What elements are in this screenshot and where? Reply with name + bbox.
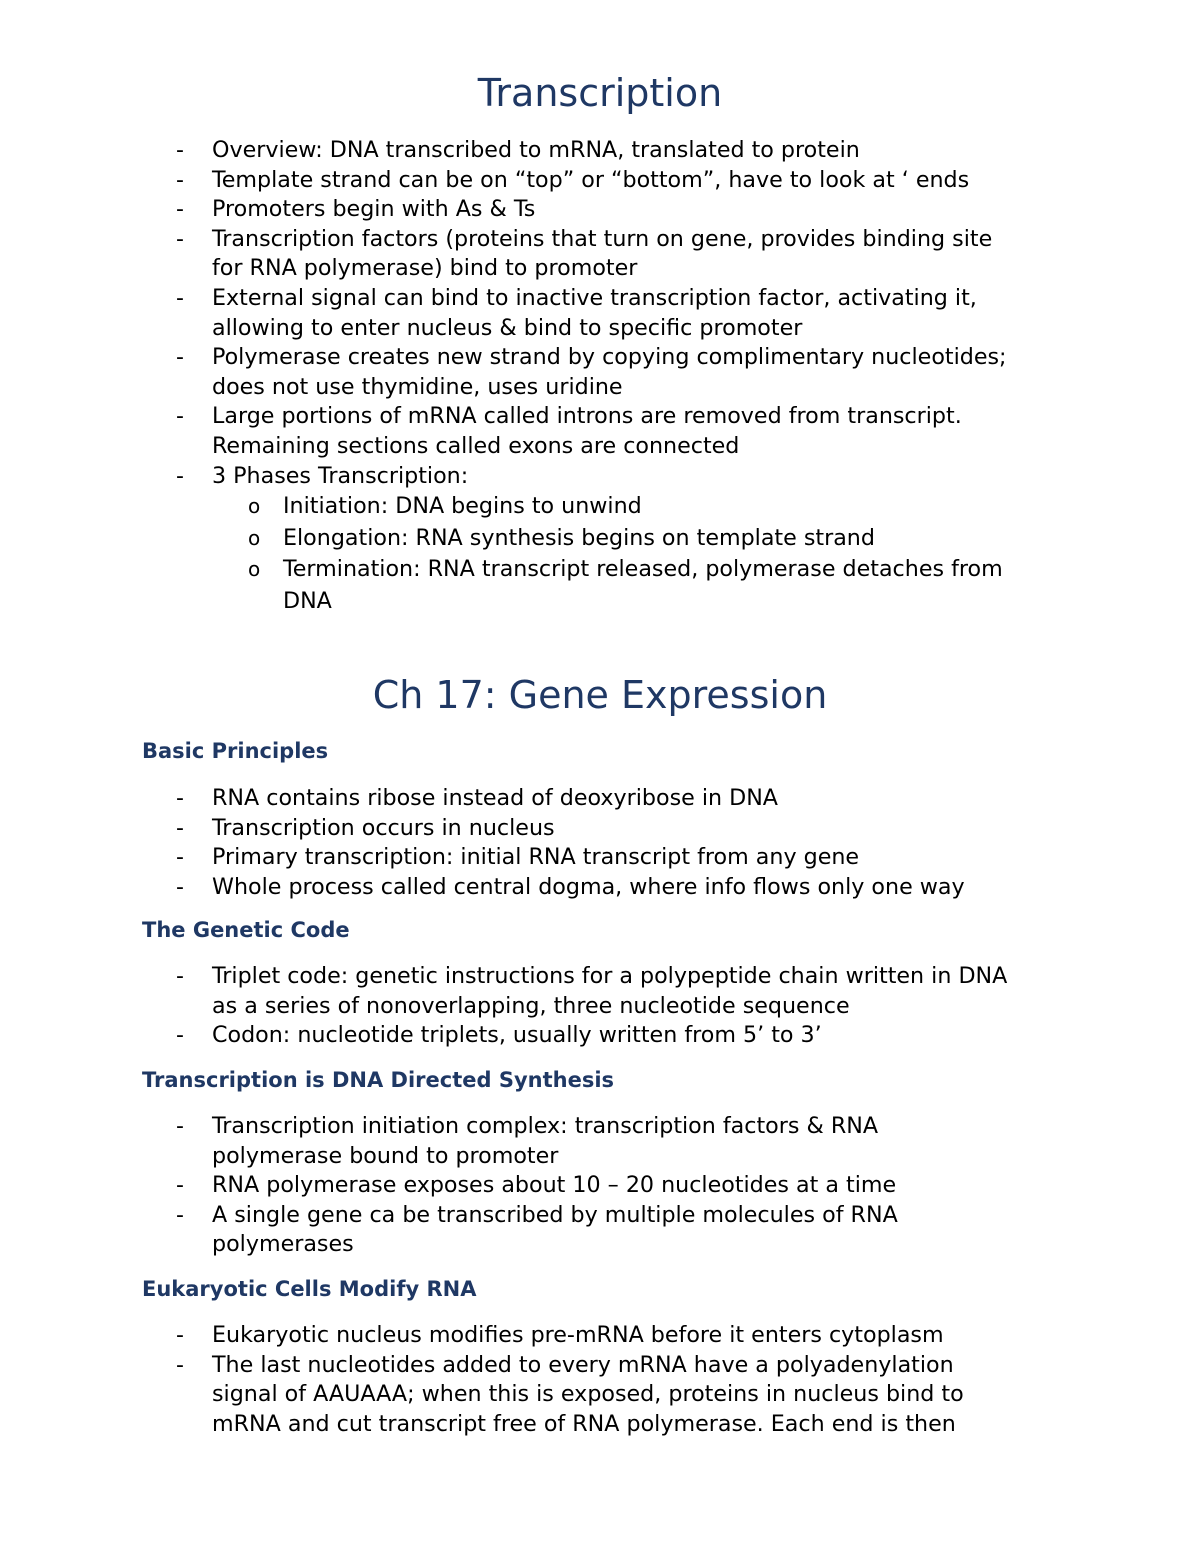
list-item xyxy=(0,843,1072,873)
heading-basic-principles: Basic Principles xyxy=(142,739,329,763)
list-item-text: RNA polymerase exposes about 10 – 20 nucleotides at a time xyxy=(212,1172,897,1199)
eukaryotic-cells-list xyxy=(0,1321,1200,1439)
bullet-dash: - xyxy=(176,345,184,371)
bullet-dash: - xyxy=(176,874,184,900)
list-item xyxy=(0,343,1072,402)
heading-eukaryotic-cells: Eukaryotic Cells Modify RNA xyxy=(142,1277,477,1301)
list-item-text: Template strand can be on “top” or “bottom”, have to look at ‘ ends xyxy=(212,166,970,193)
sublist-item-text: Elongation: RNA synthesis begins on template strand xyxy=(283,524,875,551)
list-item xyxy=(0,136,1072,166)
list-item-text: Primary transcription: initial RNA transcript from any gene xyxy=(212,844,860,871)
list-item-text: 3 Phases Transcription: xyxy=(212,462,469,489)
list-item-text: Transcription initiation complex: transcription factors & RNA polymerase bound to promoter xyxy=(212,1113,879,1169)
bullet-dash: - xyxy=(176,226,184,252)
list-item xyxy=(0,1171,1072,1201)
transcription-bullet-list xyxy=(0,136,1200,617)
phases-sublist xyxy=(212,491,1072,617)
bullet-dash: - xyxy=(176,786,184,811)
list-item-text: Triplet code: genetic instructions for a polypeptide chain written in DNA as a series of nonoverlapping, three nucleotide sequence xyxy=(212,963,1008,1019)
heading-dna-directed-synthesis: Transcription is DNA Directed Synthesis xyxy=(142,1068,615,1092)
list-item-text: Transcription factors (proteins that turn on gene, provides binding site for RNA polymerase) bind to promoter xyxy=(212,225,993,282)
bullet-dash: - xyxy=(176,1114,184,1139)
list-item-text: Promoters begin with As & Ts xyxy=(212,196,536,223)
list-item-text: RNA contains ribose instead of deoxyribose in DNA xyxy=(212,785,778,811)
list-item-text: Polymerase creates new strand by copying complimentary nucleotides; does not use thymidine, uses uridine xyxy=(212,344,1007,400)
list-item xyxy=(0,1021,1072,1051)
list-item xyxy=(0,284,1072,343)
bullet-dash: - xyxy=(176,1352,184,1378)
bullet-circle: o xyxy=(248,525,261,550)
sublist-item xyxy=(212,554,1073,617)
bullet-circle: o xyxy=(248,494,261,519)
basic-principles-list xyxy=(0,784,1200,902)
bullet-dash: - xyxy=(176,285,184,311)
list-item xyxy=(0,1351,1072,1440)
bullet-circle: o xyxy=(248,557,261,582)
section-title-gene-expression: Ch 17: Gene Expression xyxy=(372,673,828,717)
list-item-text: External signal can bind to inactive transcription factor, activating it, allowing to enter nucleus & bind to specific promoter xyxy=(212,284,977,341)
bullet-dash: - xyxy=(176,1023,184,1049)
sublist-item-text: Termination: RNA transcript released, polymerase detaches from DNA xyxy=(283,556,1003,614)
list-item xyxy=(0,1321,1072,1351)
heading-genetic-code: The Genetic Code xyxy=(142,918,350,942)
list-item-text: Transcription occurs in nucleus xyxy=(212,814,555,841)
bullet-dash: - xyxy=(176,1323,184,1348)
bullet-dash: - xyxy=(176,1202,184,1228)
list-item xyxy=(0,784,1072,814)
list-item-text: Codon: nucleotide triplets, usually written from 5’ to 3’ xyxy=(212,1022,822,1049)
list-item xyxy=(0,225,1072,284)
bullet-dash: - xyxy=(176,815,184,841)
list-item xyxy=(0,1112,1072,1171)
dna-directed-synthesis-list xyxy=(0,1112,1200,1260)
list-item xyxy=(0,1201,1072,1260)
bullet-dash: - xyxy=(176,964,184,989)
list-item xyxy=(0,962,1072,1021)
genetic-code-list xyxy=(0,962,1200,1051)
sublist-item xyxy=(212,491,1073,523)
list-item xyxy=(0,166,1072,196)
bullet-dash: - xyxy=(176,404,184,430)
bullet-dash: - xyxy=(176,197,184,223)
section-title-transcription: Transcription xyxy=(477,71,723,115)
bullet-dash: - xyxy=(176,845,184,871)
list-item-text: Large portions of mRNA called introns are removed from transcript. Remaining sections called exons are connected xyxy=(212,403,962,459)
bullet-dash: - xyxy=(176,138,184,163)
list-item-text: Whole process called central dogma, where info flows only one way xyxy=(212,873,965,900)
list-item xyxy=(0,402,1072,461)
list-item-text: The last nucleotides added to every mRNA have a polyadenylation signal of AAUAAA; when this is exposed, proteins in nucleus bind to mRNA and cut transcript free of RNA polymerase. Each end is then xyxy=(212,1351,964,1437)
list-item xyxy=(0,814,1072,844)
sublist-item xyxy=(212,523,1073,555)
list-item xyxy=(0,873,1072,903)
list-item xyxy=(0,195,1072,225)
bullet-dash: - xyxy=(176,1173,184,1199)
list-item xyxy=(0,462,1072,618)
list-item-text: Eukaryotic nucleus modifies pre-mRNA before it enters cytoplasm xyxy=(212,1322,944,1348)
list-item-text: A single gene ca be transcribed by multiple molecules of RNA polymerases xyxy=(212,1201,898,1258)
list-item-text: Overview: DNA transcribed to mRNA, translated to protein xyxy=(212,137,860,163)
sublist-item-text: Initiation: DNA begins to unwind xyxy=(283,493,642,520)
bullet-dash: - xyxy=(176,463,184,489)
bullet-dash: - xyxy=(176,167,184,193)
